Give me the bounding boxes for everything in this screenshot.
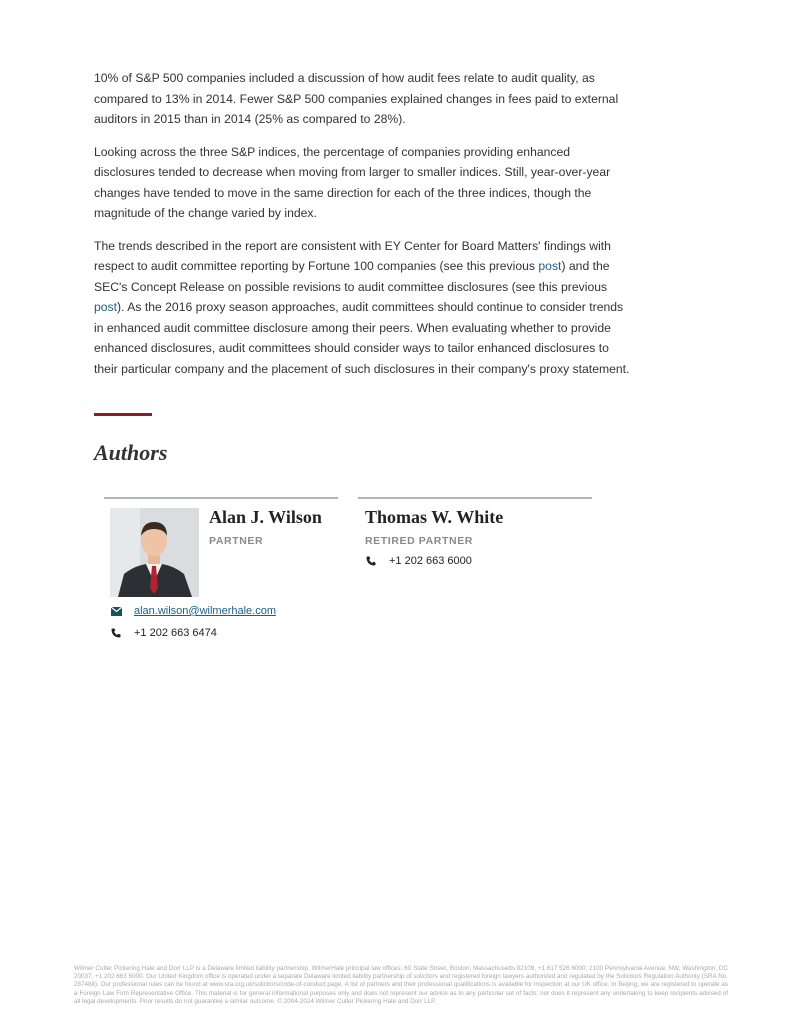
author-phone-row <box>110 627 217 639</box>
author-name[interactable]: Thomas W. White <box>365 507 504 527</box>
paragraph-text: ) and the SEC's Concept Release on possible revisions to audit committee disclosures (see this previous <box>94 259 610 294</box>
paragraph-text: ). As the 2016 proxy season approaches, audit committees should continue to consider trends in enhanced audit committee disclosure among their peers. When evaluating whether to provide enhanced disclosures, audit committees should consider ways to tailor enhanced disclosures to their particular company and the placement of such disclosures in their company's proxy statement. <box>94 300 630 376</box>
author-photo <box>110 508 199 597</box>
article-body <box>94 68 634 391</box>
paragraph-trends <box>94 236 634 380</box>
person-photo-icon <box>110 508 199 597</box>
phone-icon <box>110 627 122 639</box>
legal-footer: Wilmer Cutler Pickering Hale and Dorr LLP is a Delaware limited liability partnership. WilmerHale principal law offices: 60 State Street, Boston, Massachusetts 02109, +1 617 526 6000; 2100 Pennsylvania Avenue, NW, Washington, DC 20037, +1 202 663 6000. Our United Kingdom office is operated under a separate Delaware limited liability partnership of solicitors and registered foreign lawyers authorized and regulated by the Solicitors Regulation Authority (SRA No. 287488). Our professional rules can be found at www.sra.org.uk/solicitors/code-of-conduct.page. A list of partners and their professional qualifications is available for inspection at our UK office. In Beijing, we are registered to operate as a Foreign Law Firm Representative Office. This material is for general informational purposes only and does not represent our advice as to any particular set of facts; nor does it represent any undertaking to keep recipients advised of all legal developments. Prior results do not guarantee a similar outcome. © 2004-2024 Wilmer Cutler Pickering Hale and Dorr LLP <box>74 965 728 1005</box>
author-name[interactable]: Alan J. Wilson <box>209 507 322 527</box>
authors-heading: Authors <box>94 440 168 465</box>
author-card-alan-wilson <box>104 497 338 657</box>
post-link-sec[interactable]: post <box>94 300 118 314</box>
paragraph-text: Looking across the three S&P indices, the percentage of companies providing enhanced disclosures tended to decrease when moving from larger to smaller indices. Still, year-over-year changes have tended to move in the same direction for each of the three indices, though the magnitude of the change varied by index. <box>94 144 611 220</box>
author-phone-row <box>365 555 472 567</box>
envelope-icon <box>110 605 122 617</box>
author-title: RETIRED PARTNER <box>365 535 473 547</box>
author-title: PARTNER <box>209 535 264 547</box>
author-email-row <box>110 605 276 617</box>
paragraph-text: 10% of S&P 500 companies included a discussion of how audit fees relate to audit quality, as compared to 13% in 2014. Fewer S&P 500 companies explained changes in fees paid to external auditors in 2015 than in 2014 (25% as compared to 28%). <box>94 71 619 126</box>
paragraph-indices <box>94 142 634 224</box>
section-accent-bar <box>94 413 152 416</box>
author-phone[interactable]: +1 202 663 6000 <box>389 555 472 567</box>
author-phone[interactable]: +1 202 663 6474 <box>134 627 217 639</box>
phone-icon <box>365 555 377 567</box>
author-email-link[interactable]: alan.wilson@wilmerhale.com <box>134 605 276 617</box>
paragraph-audit-fees <box>94 68 634 130</box>
post-link-ey[interactable]: post <box>538 259 562 273</box>
author-card-thomas-white <box>358 497 592 577</box>
paragraph-text: The trends described in the report are consistent with EY Center for Board Matters' findings with respect to audit committee reporting by Fortune 100 companies (see this previous <box>94 238 611 273</box>
